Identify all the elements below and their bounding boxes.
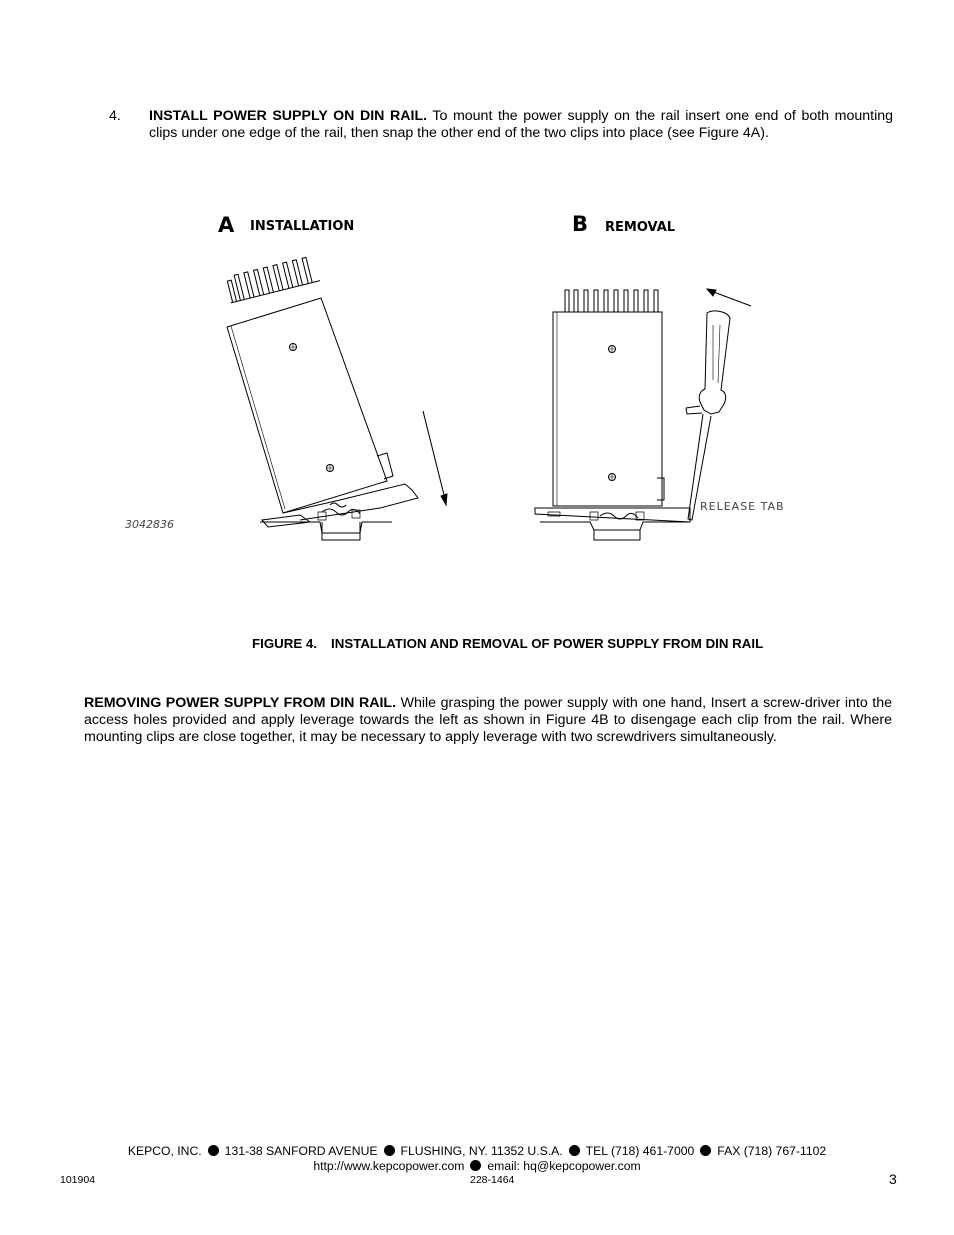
step-heading: INSTALL POWER SUPPLY ON DIN RAIL. <box>149 108 428 124</box>
footer-tel: TEL (718) 461-7000 <box>585 1144 695 1158</box>
step-4-paragraph <box>109 108 893 142</box>
page-number: 3 <box>889 1171 897 1187</box>
removing-heading: REMOVING POWER SUPPLY FROM DIN RAIL. <box>84 695 397 711</box>
direction-arrow-b <box>711 291 751 306</box>
step-number: 4. <box>109 108 121 124</box>
footer-company: KEPCO, INC. <box>127 1144 202 1158</box>
footer-date-code: 101904 <box>60 1174 96 1186</box>
drawing-number: 3042836 <box>125 518 174 531</box>
screwdriver-icon <box>686 311 730 520</box>
din-rail-a <box>260 522 392 533</box>
bullet-icon <box>384 1145 395 1156</box>
footer-fax: FAX (718) 767-1102 <box>717 1144 827 1158</box>
step-body <box>149 108 893 142</box>
footer-email[interactable]: email: hq@kepcopower.com <box>487 1159 641 1173</box>
panel-a-letter: A <box>218 213 235 237</box>
panel-b-letter: B <box>572 212 589 236</box>
footer-web-line <box>0 1159 954 1173</box>
figure-caption <box>252 636 763 651</box>
caption-number: FIGURE 4. <box>252 636 318 651</box>
din-rail-b <box>540 522 690 530</box>
panel-b-title: REMOVAL <box>605 220 676 235</box>
power-supply-upright-drawing <box>535 289 785 540</box>
footer-city: FLUSHING, NY. 11352 U.S.A. <box>400 1144 563 1158</box>
direction-arrow-a <box>423 411 446 503</box>
footer-address: 131-38 SANFORD AVENUE <box>224 1144 378 1158</box>
cooling-fins-b <box>562 290 660 312</box>
housing-a <box>227 298 387 513</box>
removing-text: While grasping the power supply with one hand, Insert a screw-driver into the access holes provided and apply leverage towards the left as shown in Figure 4B to disengage each clip from the rail. Where mounting clips are close together, it may be necessary to apply leverage with two screwdrivers simultaneously. <box>84 695 893 746</box>
removing-paragraph <box>84 695 892 747</box>
bullet-icon <box>700 1145 711 1156</box>
power-supply-tilted-drawing <box>125 255 447 540</box>
cooling-fins-a <box>224 255 320 302</box>
housing-b <box>553 312 662 506</box>
step-text: To mount the power supply on the rail insert one end of both mounting clips under one edge of the rail, then snap the other end of the two clips into place (see Figure 4A). <box>149 108 894 142</box>
footer-address-line <box>0 1144 954 1158</box>
panel-a-title: INSTALLATION <box>250 219 355 234</box>
caption-text: INSTALLATION AND REMOVAL OF POWER SUPPLY FROM DIN RAIL <box>331 636 764 651</box>
footer-url[interactable]: http://www.kepcopower.com <box>313 1159 465 1173</box>
release-tab-label: RELEASE TAB <box>700 500 785 513</box>
bullet-icon <box>569 1145 580 1156</box>
bullet-icon <box>208 1145 219 1156</box>
figure-4-drawing <box>110 200 810 560</box>
bullet-icon <box>470 1160 481 1171</box>
footer-doc-number: 228-1464 <box>470 1174 515 1186</box>
